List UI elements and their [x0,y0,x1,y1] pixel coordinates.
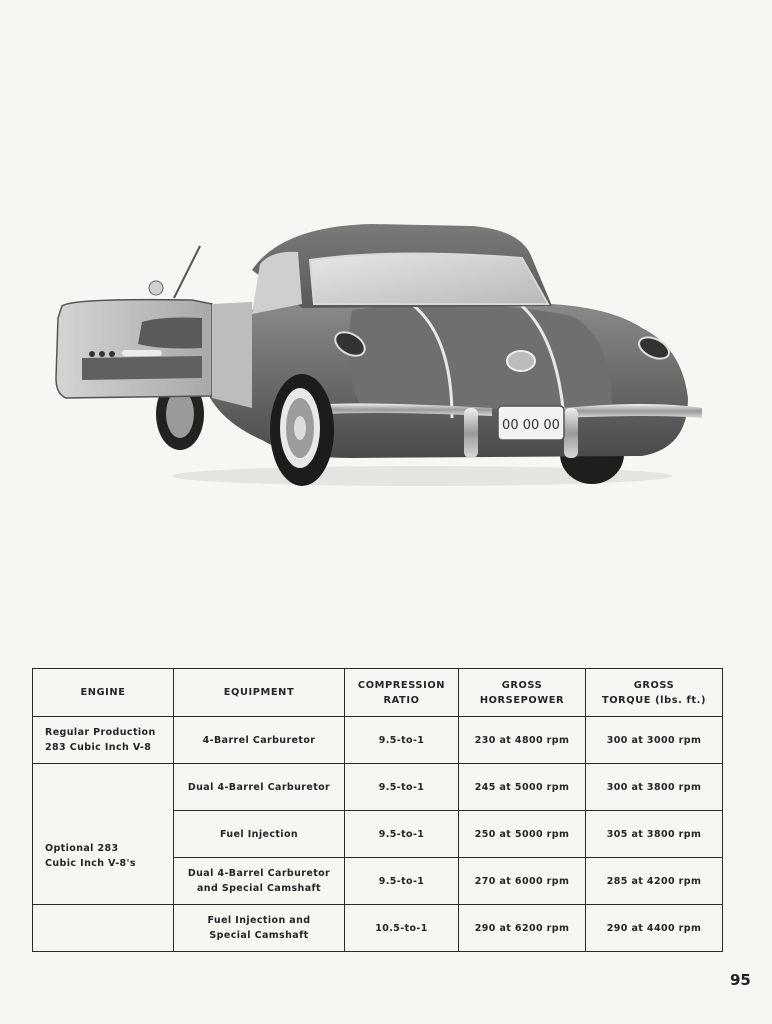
compression-cell: 9.5-to-1 [345,858,459,905]
header-gross-torque: GROSS TORQUE (lbs. ft.) [586,669,723,717]
equipment-cell: Dual 4-Barrel Carburetor and Special Camshaft [174,858,345,905]
page-number: 95 [730,971,751,989]
torque-cell: 300 at 3000 rpm [586,717,723,764]
horsepower-cell: 250 at 5000 rpm [459,811,586,858]
equipment-cell: Fuel Injection and Special Camshaft [174,905,345,952]
equipment-cell: Fuel Injection [174,811,345,858]
header-engine: ENGINE [33,669,174,717]
torque-cell: 300 at 3800 rpm [586,764,723,811]
horsepower-cell: 270 at 6000 rpm [459,858,586,905]
header-gross-horsepower: GROSS HORSEPOWER [459,669,586,717]
license-plate-text: 00 00 00 [502,418,560,433]
compression-cell: 10.5-to-1 [345,905,459,952]
table-header-row [33,669,723,717]
table-row [33,717,723,764]
horsepower-cell: 245 at 5000 rpm [459,764,586,811]
torque-cell: 285 at 4200 rpm [586,858,723,905]
compression-cell: 9.5-to-1 [345,764,459,811]
torque-cell: 290 at 4400 rpm [586,905,723,952]
table-row [33,905,723,952]
equipment-cell: Dual 4-Barrel Carburetor [174,764,345,811]
horsepower-cell: 290 at 6200 rpm [459,905,586,952]
compression-cell: 9.5-to-1 [345,717,459,764]
table-row [33,764,723,811]
header-equipment: EQUIPMENT [174,669,345,717]
header-compression-ratio: COMPRESSION RATIO [345,669,459,717]
horsepower-cell: 230 at 4800 rpm [459,717,586,764]
torque-cell: 305 at 3800 rpm [586,811,723,858]
equipment-cell: 4-Barrel Carburetor [174,717,345,764]
compression-cell: 9.5-to-1 [345,811,459,858]
car-illustration [52,218,708,494]
engine-cell: Regular Production 283 Cubic Inch V-8 [33,717,174,764]
engine-spec-table [32,668,723,952]
engine-cell [33,905,174,952]
engine-cell: Optional 283 Cubic Inch V-8's [33,764,174,905]
